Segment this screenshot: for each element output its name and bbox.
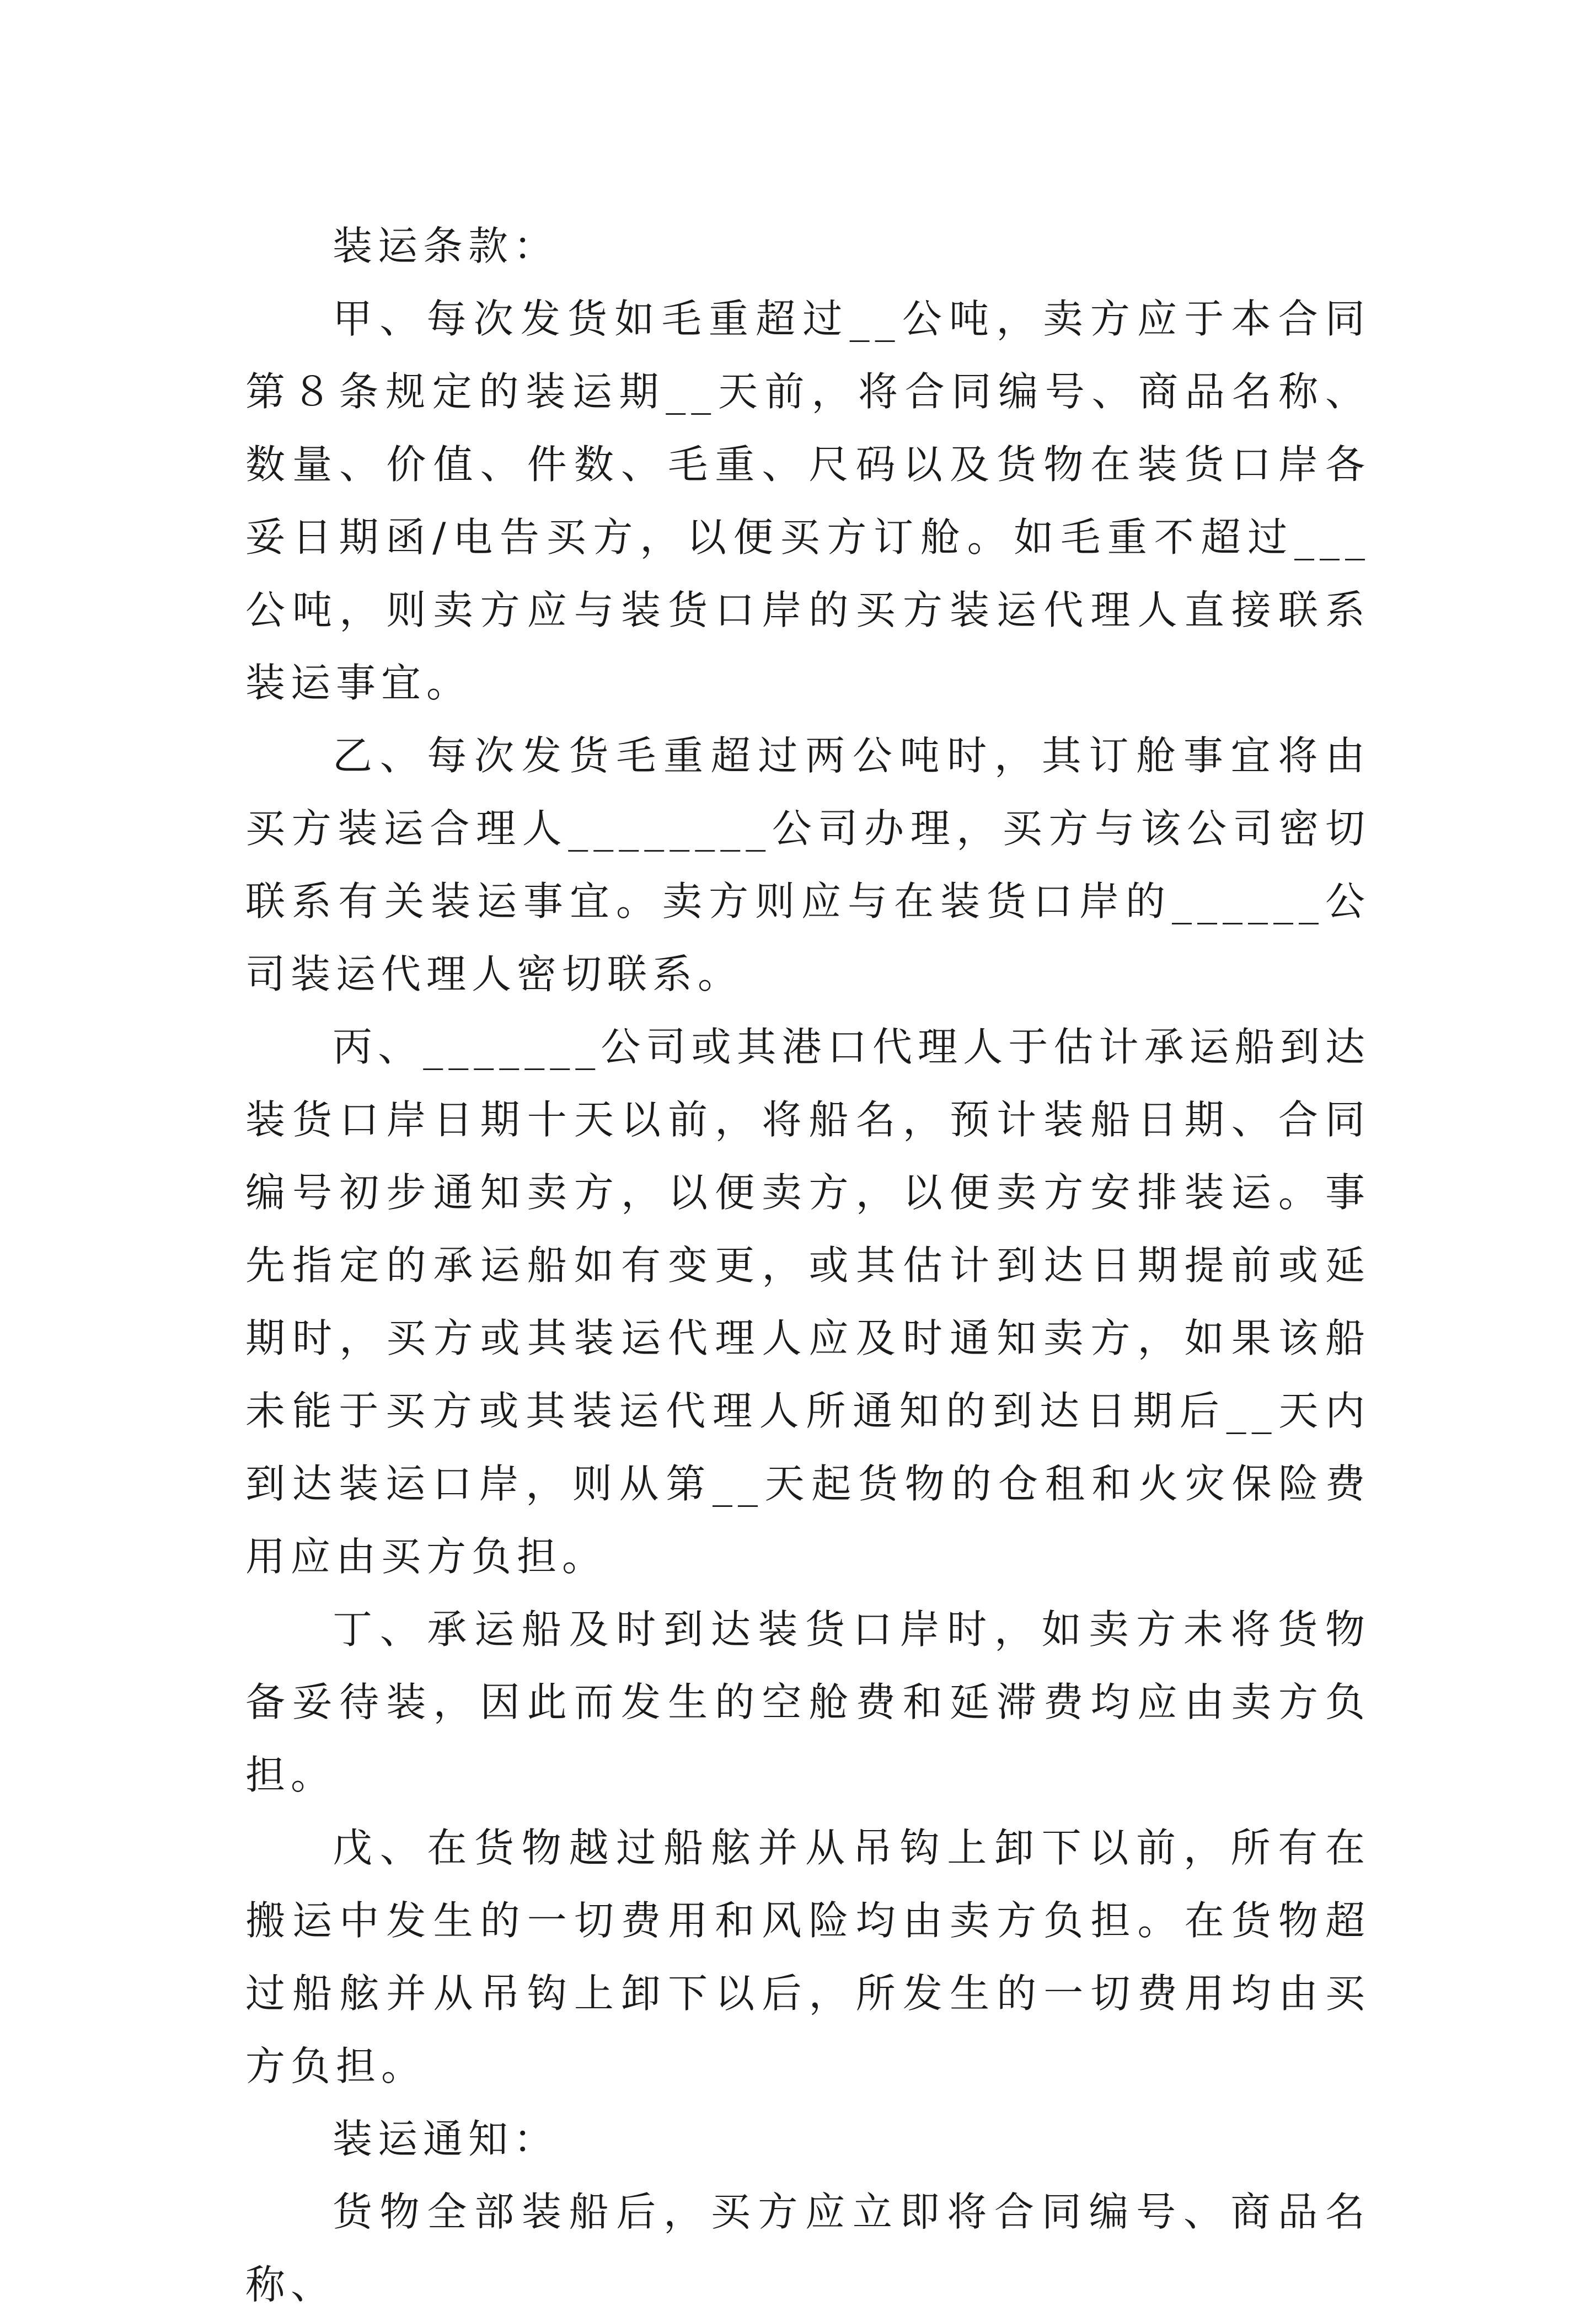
clause-d: 丁、承运船及时到达装货口岸时，如卖方未将货物备妥待装，因此而发生的空舱费和延滞费均应由卖方负担。 bbox=[245, 1606, 1370, 1798]
notice-text: 货物全部装船后，买方应立即将合同编号、商品名称、 bbox=[245, 2189, 1370, 2308]
clause-b: 乙、每次发货毛重超过两公吨时，其订舱事宜将由买方装运合理人________公司办理，买方与该公司密切联系有关装运事宜。卖方则应与在装货口岸的______公司装运代理人密切联系。 bbox=[245, 732, 1370, 997]
clause-a: 甲、每次发货如毛重超过__公吨，卖方应于本合同第８条规定的装运期__天前，将合同编号、商品名称、数量、价值、件数、毛重、尺码以及货物在装货口岸各妥日期函/电告买方，以便买方订舱。如毛重不超过___公吨，则卖方应与装货口岸的买方装运代理人直接联系装运事宜。 bbox=[245, 296, 1370, 706]
heading-shipping-terms: 装运条款： bbox=[333, 223, 559, 269]
clause-c: 丙、_______公司或其港口代理人于估计承运船到达装货口岸日期十天以前，将船名，预计装船日期、合同编号初步通知卖方，以便卖方，以便卖方安排装运。事先指定的承运船如有变更，或其估计到达日期提前或延期时，买方或其装运代理人应及时通知卖方，如果该船未能于买方或其装运代理人所通知的到达日期后__天内到达装运口岸，则从第__天起货物的仓租和火灾保险费用应由买方负担。 bbox=[245, 1024, 1370, 1580]
document-body bbox=[245, 210, 1370, 2321]
heading-shipping-notice: 装运通知： bbox=[333, 2116, 559, 2162]
clause-e: 戊、在货物越过船舷并从吊钩上卸下以前，所有在搬运中发生的一切费用和风险均由卖方负担。在货物超过船舷并从吊钩上卸下以后，所发生的一切费用均由买方负担。 bbox=[245, 1825, 1370, 2089]
